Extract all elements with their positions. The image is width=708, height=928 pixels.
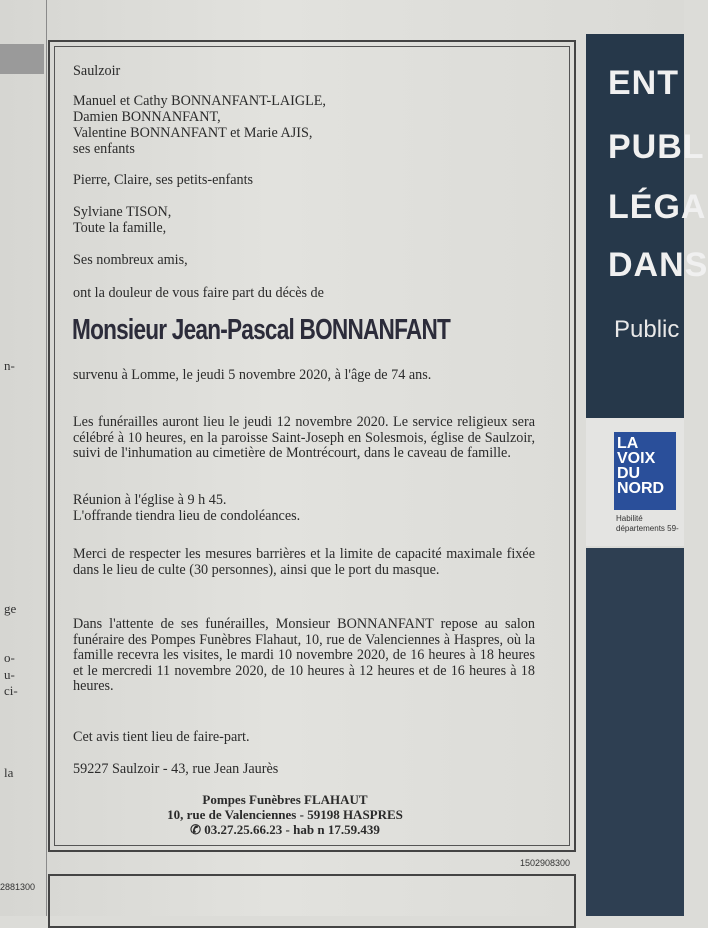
logo-word: VOIX <box>617 450 656 467</box>
ad-subtitle: Public <box>614 316 680 343</box>
family-line: Manuel et Cathy BONNANFANT-LAIGLE, <box>73 93 326 109</box>
advertisement-panel <box>586 34 708 418</box>
logo-word: NORD <box>617 480 665 497</box>
left-fragment: u- <box>4 667 15 682</box>
deceased-name: Monsieur Jean-Pascal BONNANFANT <box>72 314 451 346</box>
family-line: Damien BONNANFANT, <box>73 109 221 125</box>
reunion-line: Réunion à l'église à 9 h 45. <box>73 492 227 508</box>
family-line: Pierre, Claire, ses petits-enfants <box>73 172 254 188</box>
funeral-home-address: 10, rue de Valenciennes - 59198 HASPRES <box>167 807 403 822</box>
ad-small-text <box>616 514 679 534</box>
la-voix-du-nord-logo <box>614 432 676 510</box>
funerailles-paragraph: Les funérailles auront lieu le jeudi 12 novembre 2020. Le service religieux sera célébré à 10 heures, en la paroisse Saint-Joseph en Solesmois, église de Saulzoir, suivi de l'inhumation au cimetière de Montrécourt, dans le caveau de famille. <box>73 414 535 461</box>
logo-word: LA <box>617 435 639 452</box>
merci-paragraph: Merci de respecter les mesures barrières et la limite de capacité maximale fixée dans le lieu de culte (30 personnes), ainsi que le port du masque. <box>73 546 535 578</box>
left-fragment: n- <box>4 358 15 373</box>
left-fragment: o- <box>4 650 15 665</box>
attente-paragraph: Dans l'attente de ses funérailles, Monsieur BONNANFANT repose au salon funéraire des Pompes Funèbres Flahaut, 10, rue de Valenciennes à Haspres, où la famille recevra les visites, le mardi 10 novembre 2020, de 16 heures à 18 heures et le mercredi 11 novembre 2020, de 10 heures à 12 heures et de 16 heures à 18 heures. <box>73 616 535 694</box>
offrande-line: L'offrande tiendra lieu de condoléances. <box>73 508 301 524</box>
notice-reference-number: 1502908300 <box>519 858 570 868</box>
ad-headline: DANS <box>608 246 708 284</box>
advertisement-lower-panel <box>586 548 684 916</box>
family-line: Valentine BONNANFANT et Marie AJIS, <box>73 125 313 141</box>
next-notice-box <box>48 874 576 928</box>
ad-small-line: Habilité <box>616 514 643 523</box>
left-fragment: ge <box>4 601 17 616</box>
funeral-home-phone: ✆ 03.27.25.66.23 - hab n 17.59.439 <box>190 822 380 837</box>
avis-line: Cet avis tient lieu de faire-part. <box>73 729 250 745</box>
logo-word: DU <box>617 465 641 482</box>
ad-headline: ENT <box>608 64 679 102</box>
funeral-home-name: Pompes Funèbres FLAHAUT <box>202 792 368 807</box>
family-line: Sylviane TISON, <box>73 204 172 220</box>
ad-headline: LÉGA <box>608 188 707 226</box>
family-line: Ses nombreux amis, <box>73 252 188 268</box>
family-line: ses enfants <box>73 141 135 157</box>
left-column <box>0 0 47 916</box>
left-fragment: la <box>4 765 14 780</box>
notice-town: Saulzoir <box>73 63 121 79</box>
left-reference-number: 2881300 <box>0 882 36 892</box>
survenu-paragraph: survenu à Lomme, le jeudi 5 novembre 2020, à l'âge de 74 ans. <box>73 367 432 383</box>
announcement-line: ont la douleur de vous faire part du décès de <box>73 285 324 301</box>
left-fragment: ci- <box>4 683 18 698</box>
obituary-notice <box>48 40 576 868</box>
family-line: Toute la famille, <box>73 220 167 236</box>
left-strip <box>0 44 44 74</box>
address-line: 59227 Saulzoir - 43, rue Jean Jaurès <box>73 761 279 777</box>
advertisement-logo-area <box>586 418 684 546</box>
ad-headline: PUBL <box>608 128 705 166</box>
ad-small-line: départements 59- <box>616 524 679 533</box>
